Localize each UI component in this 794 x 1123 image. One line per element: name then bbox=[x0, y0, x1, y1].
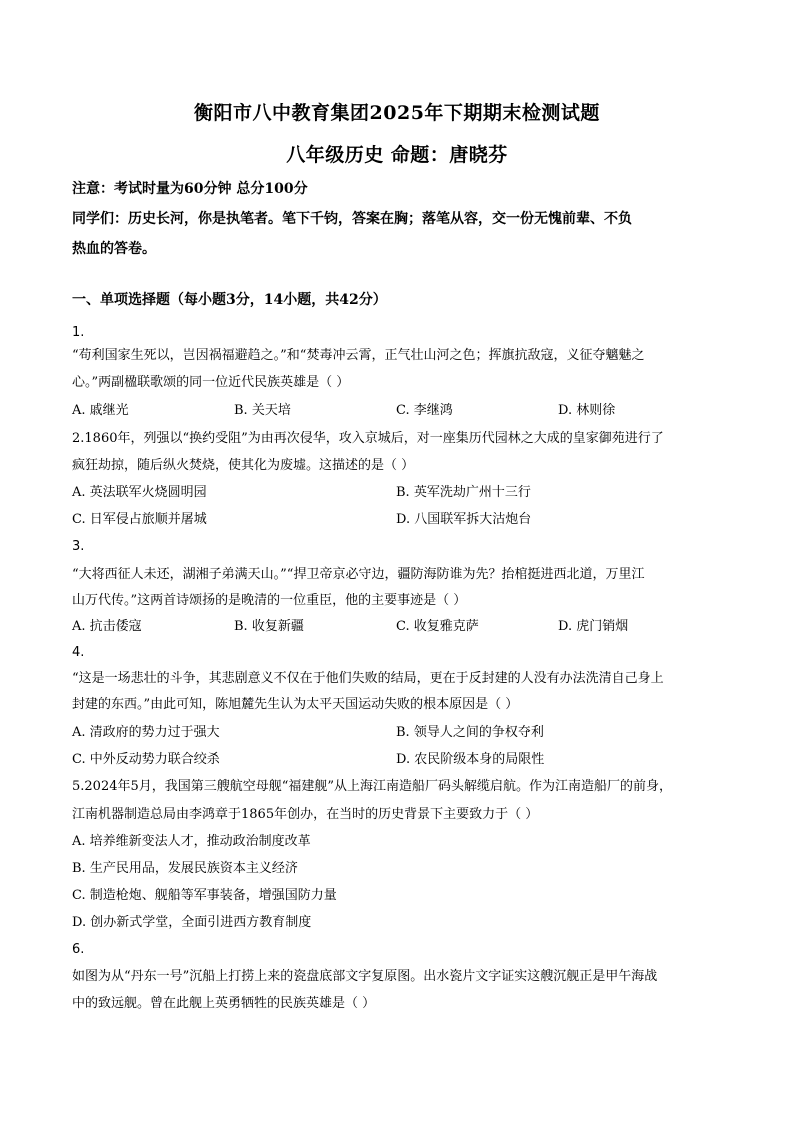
exam-subtitle: 八年级历史 命题：唐晓芬 bbox=[286, 144, 508, 166]
option-c: C. 李继鸿 bbox=[396, 403, 453, 418]
intro-line-1: 同学们：历史长河，你是执笔者。笔下千钧，答案在胸；落笔从容，交一份无愧前辈、不负 bbox=[72, 211, 632, 227]
option-a: A. 培养维新变法人才，推动政治制度改革 bbox=[72, 834, 311, 849]
option-c: C. 收复雅克萨 bbox=[396, 619, 479, 634]
question-text: 江南机器制造总局由李鸿章于1865年创办，在当时的历史背景下主要致力于（ ） bbox=[72, 807, 539, 822]
option-d: D. 虎门销烟 bbox=[558, 619, 629, 634]
exam-title: 衡阳市八中教育集团2025年下期期末检测试题 bbox=[194, 102, 600, 124]
option-b: B. 生产民用品，发展民族资本主义经济 bbox=[72, 861, 298, 876]
question-number: 3. bbox=[72, 539, 85, 554]
option-c: C. 制造枪炮、舰船等军事装备，增强国防力量 bbox=[72, 888, 337, 903]
question-text: 心。”两副楹联歌颂的同一位近代民族英雄是（ ） bbox=[72, 375, 350, 390]
question-number: 4. bbox=[72, 645, 85, 660]
question-text: “这是一场悲壮的斗争，其悲剧意义不仅在于他们失败的结局，更在于反封建的人没有办法洗清自己身上 bbox=[72, 671, 664, 686]
question-text: 中的致远舰。曾在此舰上英勇牺牲的民族英雄是（ ） bbox=[72, 996, 376, 1011]
question-number: 6. bbox=[72, 942, 85, 957]
question-text: 5.2024年5月，我国第三艘航空母舰“福建舰”从上海江南造船厂码头解缆启航。作为江南造船厂的前身， bbox=[72, 779, 673, 794]
question-text: 2.1860年，列强以“换约受阻”为由再次侵华，攻入京城后，对一座集历代园林之大成的皇家御苑进行了 bbox=[72, 431, 664, 446]
intro-line-2: 热血的答卷。 bbox=[72, 241, 156, 257]
option-d: D. 八国联军拆大沽炮台 bbox=[396, 512, 532, 527]
section-heading: 一、单项选择题（每小题3分，14小题，共42分） bbox=[72, 292, 387, 308]
option-a: A. 英法联军火烧圆明园 bbox=[72, 485, 207, 500]
option-d: D. 创办新式学堂，全面引进西方教育制度 bbox=[72, 915, 312, 930]
question-text: “大将西征人未还，湖湘子弟满天山。”“捍卫帝京必守边，疆防海防谁为先？抬棺挺进西北道，万里江 bbox=[72, 567, 645, 582]
option-b: B. 领导人之间的争权夺利 bbox=[396, 725, 544, 740]
question-text: 山万代传。”这两首诗颂扬的是晚清的一位重臣，他的主要事迹是（ ） bbox=[72, 593, 467, 608]
question-text: “苟利国家生死以，岂因祸福避趋之。”和“焚毒冲云霄，正气壮山河之色；挥旗抗敌寇，义征夺魑魅之 bbox=[72, 348, 645, 363]
option-a: A. 戚继光 bbox=[72, 403, 129, 418]
question-text: 封建的东西。”由此可知，陈旭麓先生认为太平天国运动失败的根本原因是（ ） bbox=[72, 697, 519, 712]
question-text: 如图为从“丹东一号”沉船上打捞上来的瓷盘底部文字复原图。出水瓷片文字证实这艘沉舰正是甲午海战 bbox=[72, 969, 658, 984]
option-c: C. 日军侵占旅顺并屠城 bbox=[72, 512, 207, 527]
option-b: B. 收复新疆 bbox=[234, 619, 304, 634]
option-d: D. 农民阶级本身的局限性 bbox=[396, 752, 545, 767]
option-a: A. 清政府的势力过于强大 bbox=[72, 725, 220, 740]
question-text: 疯狂劫掠，随后纵火焚烧，使其化为废墟。这描述的是（ ） bbox=[72, 458, 415, 473]
option-b: B. 英军洗劫广州十三行 bbox=[396, 485, 531, 500]
option-c: C. 中外反动势力联合绞杀 bbox=[72, 752, 220, 767]
question-number: 1. bbox=[72, 325, 85, 340]
option-a: A. 抗击倭寇 bbox=[72, 619, 142, 634]
option-d: D. 林则徐 bbox=[558, 403, 616, 418]
option-b: B. 关天培 bbox=[234, 403, 291, 418]
exam-notice: 注意：考试时量为60分钟 总分100分 bbox=[72, 181, 308, 197]
